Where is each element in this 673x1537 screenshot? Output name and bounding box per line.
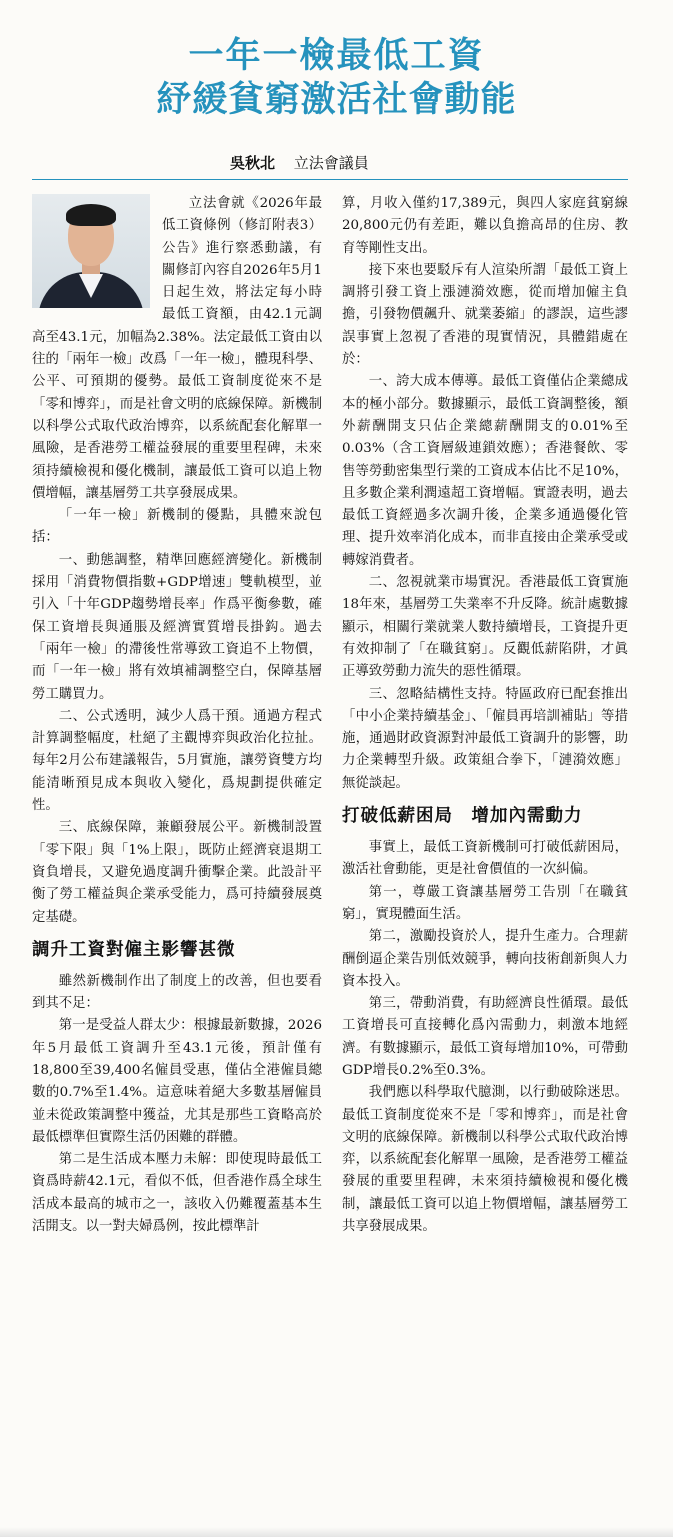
- headline: [0, 34, 673, 122]
- paragraph: 一、誇大成本傳導。最低工資僅佔企業總成本的極小部分。數據顯示，最低工資調整後，額外薪酬開支只佔企業總薪酬開支的0.01%至0.03%（含工資層級連鎖效應）；香港餐飲、零售等勞動密集型行業的工資成本佔比不足10%，且多數企業利潤遠超工資增幅。實證表明，過去最低工資經過多次調升後，企業多通過優化管理、提升效率消化成本，而非直接由企業承受或轉嫁消費者。: [342, 374, 628, 568]
- author-portrait-icon: [32, 194, 150, 308]
- paragraph-continued: 算，月收入僅約17,389元，與四人家庭貧窮線20,800元仍有差距，難以負擔高昂的住房、教育等剛性支出。: [342, 196, 628, 256]
- paragraph: 雖然新機制作出了制度上的改善，但也要看到其不足：: [32, 973, 322, 1012]
- paragraph: 事實上，最低工資新機制可打破低薪困局，激活社會動能，更是社會價值的一次糾偏。: [342, 840, 628, 878]
- subheading-break-low-pay: 打破低薪困局 增加內需動力: [342, 806, 583, 827]
- right-column: [342, 193, 628, 1238]
- paragraph: 第一是受益人群太少：根據最新數據，2026年5月最低工資調升至43.1元後，預計僅有18,800至39,400名僱員受惠，僅佔全港僱員總數的0.7%至1.4%。這意味着絕大多數基層僱員並未從政策調整中獲益，尤其是那些工資略高於最低標準但實際生活仍困難的群體。: [32, 1018, 322, 1145]
- paragraph: 接下來也要駁斥有人渲染所謂「最低工資上調將引發工資上漲漣漪效應，從而增加僱主負擔，引發物價飆升、就業萎縮」的謬誤，這些謬誤事實上忽視了香港的現實情況，具體錯處在於：: [342, 262, 628, 368]
- author-name: 吳秋北: [230, 154, 276, 172]
- paragraph: 二、公式透明，減少人爲干預。通過方程式計算調整幅度，杜絕了主觀博弈與政治化拉扯。每年2月公布建議報告，5月實施，讓勞資雙方均能清晰預見成本與收入變化，爲規劃提供確定性。: [32, 708, 322, 814]
- paragraph: 「一年一檢」新機制的優點，具體來說包括：: [32, 508, 322, 546]
- paragraph: 第三，帶動消費，有助經濟良性循環。最低工資增長可直接轉化爲內需動力，刺激本地經濟。有數據顯示，最低工資每增加10%，可帶動GDP增長0.2%至0.3%。: [342, 996, 628, 1078]
- paragraph-intro: 立法會就《2026年最低工資條例（修訂附表3）公告》進行察悉動議，有關修訂內容自2026年5月1日起生效，將法定每小時最低工資額，由42.1元調高至43.1元，加幅為2.38%。法定最低工資由以往的「兩年一檢」改爲「一年一檢」，體現科學、公平、可預期的優勢。最低工資制度從來不是「零和博弈」，而是社會文明的底線保障。新機制以科學公式取代政治博弈，以系統配套化解單一風險，是香港勞工權益發展的重要里程碑，未來須持續檢視和優化機制，讓最低工資可以追上物價增幅，讓基層勞工共享發展成果。: [32, 196, 322, 501]
- paragraph: 二、忽視就業市場實況。香港最低工資實施18年來，基層勞工失業率不升反降。統計處數據顯示，相關行業就業人數持續增長，工資提升更有效抑制了「在職貧窮」。反觀低薪陷阱，才眞正導致勞動力流失的惡性循環。: [342, 575, 628, 680]
- page-bottom-edge: [0, 1527, 673, 1537]
- subheading-employer-impact: 調升工資對僱主影響甚微: [32, 939, 236, 960]
- paragraph: 第二是生活成本壓力未解：即使現時最低工資爲時薪42.1元，看似不低，但香港作爲全球生活成本最高的城市之一，該收入仍難覆蓋基本生活開支。以一對夫婦爲例，按此標準計: [32, 1152, 322, 1235]
- paragraph: 三、底線保障，兼顧發展公平。新機制設置「零下限」與「1%上限」，既防止經濟衰退期工資負增長，又避免過度調升衝擊企業。此設計平衡了勞工權益與企業承受能力，爲可持續發展奠定基礎。: [32, 820, 322, 925]
- paragraph: 三、忽略結構性支持。特區政府已配套推出「中小企業持續基金」、「僱員再培訓補貼」等措施，通過財政資源對沖最低工資調升的影響，助力企業轉型升級。政策組合拳下，「漣漪效應」無從談起。: [342, 686, 628, 791]
- header-divider: [32, 179, 628, 180]
- left-column: [32, 193, 322, 1238]
- paragraph: 第二，激勵投資於人，提升生產力。合理薪酬倒逼企業告別低效競爭，轉向技術創新與人力資本投入。: [342, 929, 628, 989]
- paragraph: 一、動態調整，精準回應經濟變化。新機制採用「消費物價指數+GDP增速」雙軌模型，並引入「十年GDP趨勢增長率」作爲平衡參數，確保工資增長與通脹及經濟實質增長掛鈎。過去「兩年一檢」的滯後性常導致工資追不上物價，而「一年一檢」將有效填補調整空白，保障基層勞工購買力。: [32, 552, 322, 702]
- headline-line-1: 一年一檢最低工資: [188, 36, 485, 76]
- author-title: 立法會議員: [293, 154, 369, 172]
- byline: [230, 153, 369, 173]
- paragraph-conclusion: 我們應以科學取代臆測，以行動破除迷思。最低工資制度從來不是「零和博弈」，而是社會文明的底線保障。新機制以科學公式取代政治博弈，以系統配套化解單一風險，是香港勞工權益發展的重要里程碑，未來須持續檢視和優化機制，讓最低工資可以追上物價增幅，讓基層勞工共享發展成果。: [342, 1085, 628, 1235]
- headline-line-2: 紓緩貧窮激活社會動能: [156, 80, 517, 120]
- paragraph: 第一，尊嚴工資讓基層勞工告別「在職貧窮」，實現體面生活。: [342, 884, 628, 922]
